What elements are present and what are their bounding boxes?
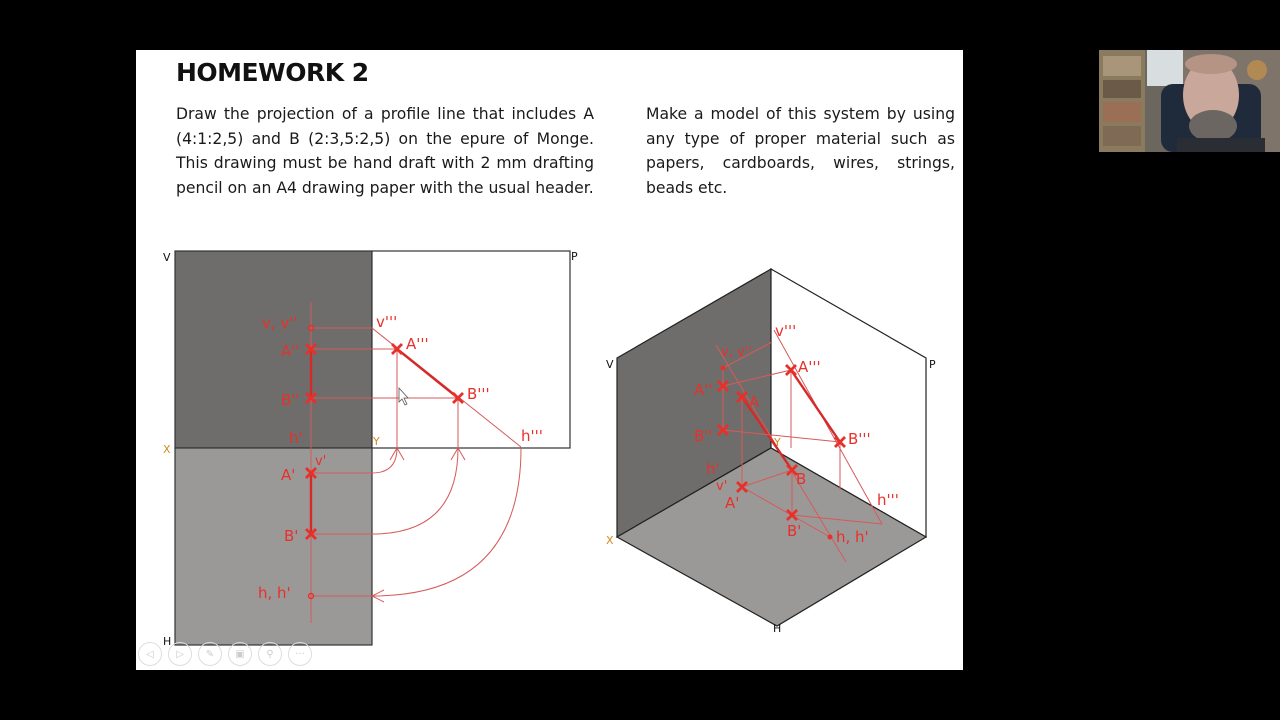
iso-label-x: X xyxy=(606,534,614,547)
iso-label-h1: h' xyxy=(706,460,720,478)
label-h1-top: h' xyxy=(289,429,303,447)
iso-label-v1: v' xyxy=(716,479,728,494)
iso-label-h-h1: h, h' xyxy=(836,528,869,546)
slides-icon[interactable]: ▣ xyxy=(228,642,252,666)
iso-label-b3: B''' xyxy=(848,430,871,448)
label-b2: B'' xyxy=(281,391,300,409)
label-b3: B''' xyxy=(467,385,490,403)
iso-label-p: P xyxy=(929,358,936,371)
plane-label-p: P xyxy=(571,250,578,263)
iso-label-v-v2: v, v'' xyxy=(721,345,752,360)
iso-label-b: B xyxy=(796,470,807,488)
isometric-model xyxy=(606,269,936,635)
iso-label-a: A xyxy=(749,393,760,411)
label-b1: B' xyxy=(284,527,299,545)
more-icon[interactable]: ··· xyxy=(288,642,312,666)
axis-label-y: Y xyxy=(373,435,380,448)
presenter-video-frame xyxy=(1099,50,1280,152)
slide-title: HOMEWORK 2 xyxy=(176,58,369,87)
label-h-h1: h, h' xyxy=(258,584,291,602)
iso-label-h3: h''' xyxy=(877,491,899,509)
slideshow-toolbar xyxy=(138,642,312,666)
zoom-icon[interactable]: ⚲ xyxy=(258,642,282,666)
label-v1: v' xyxy=(315,454,327,469)
instruction-left: Draw the projection of a profile line that includes A (4:1:2,5) and B (2:3,5:2,5) on the epure of Monge. This drawing must be hand draft with 2 mm drafting pencil on an A4 drawing paper with the usual header. xyxy=(176,105,594,197)
iso-label-h: H xyxy=(773,622,782,635)
presentation-slide xyxy=(136,50,963,670)
iso-label-a3: A''' xyxy=(798,358,821,376)
axis-label-x: X xyxy=(163,443,171,456)
iso-label-a2: A'' xyxy=(694,381,713,399)
webcam-video xyxy=(1099,50,1280,152)
iso-label-v3: v''' xyxy=(775,322,797,340)
previous-icon[interactable]: ◁ xyxy=(138,642,162,666)
plane-label-h: H xyxy=(163,635,172,648)
iso-label-b2: B'' xyxy=(694,427,713,445)
iso-label-b1: B' xyxy=(787,522,802,540)
label-a1: A' xyxy=(281,466,296,484)
iso-label-a1: A' xyxy=(725,494,740,512)
label-h3: h''' xyxy=(521,427,543,445)
pen-icon[interactable]: ✎ xyxy=(198,642,222,666)
label-v3: v''' xyxy=(376,313,398,331)
label-a3: A''' xyxy=(406,335,429,353)
monge-epure xyxy=(163,250,578,648)
iso-label-y: Y xyxy=(774,436,781,449)
label-a2: A'' xyxy=(281,342,300,360)
label-v-v2: v, v'' xyxy=(262,314,298,332)
iso-label-v: V xyxy=(606,358,614,371)
diagrams xyxy=(136,50,963,670)
instruction-right: Make a model of this system by using any type of proper material such as papers, cardboards, wires, strings, beads etc. xyxy=(646,105,955,197)
plane-label-v: V xyxy=(163,251,171,264)
next-icon[interactable]: ▷ xyxy=(168,642,192,666)
